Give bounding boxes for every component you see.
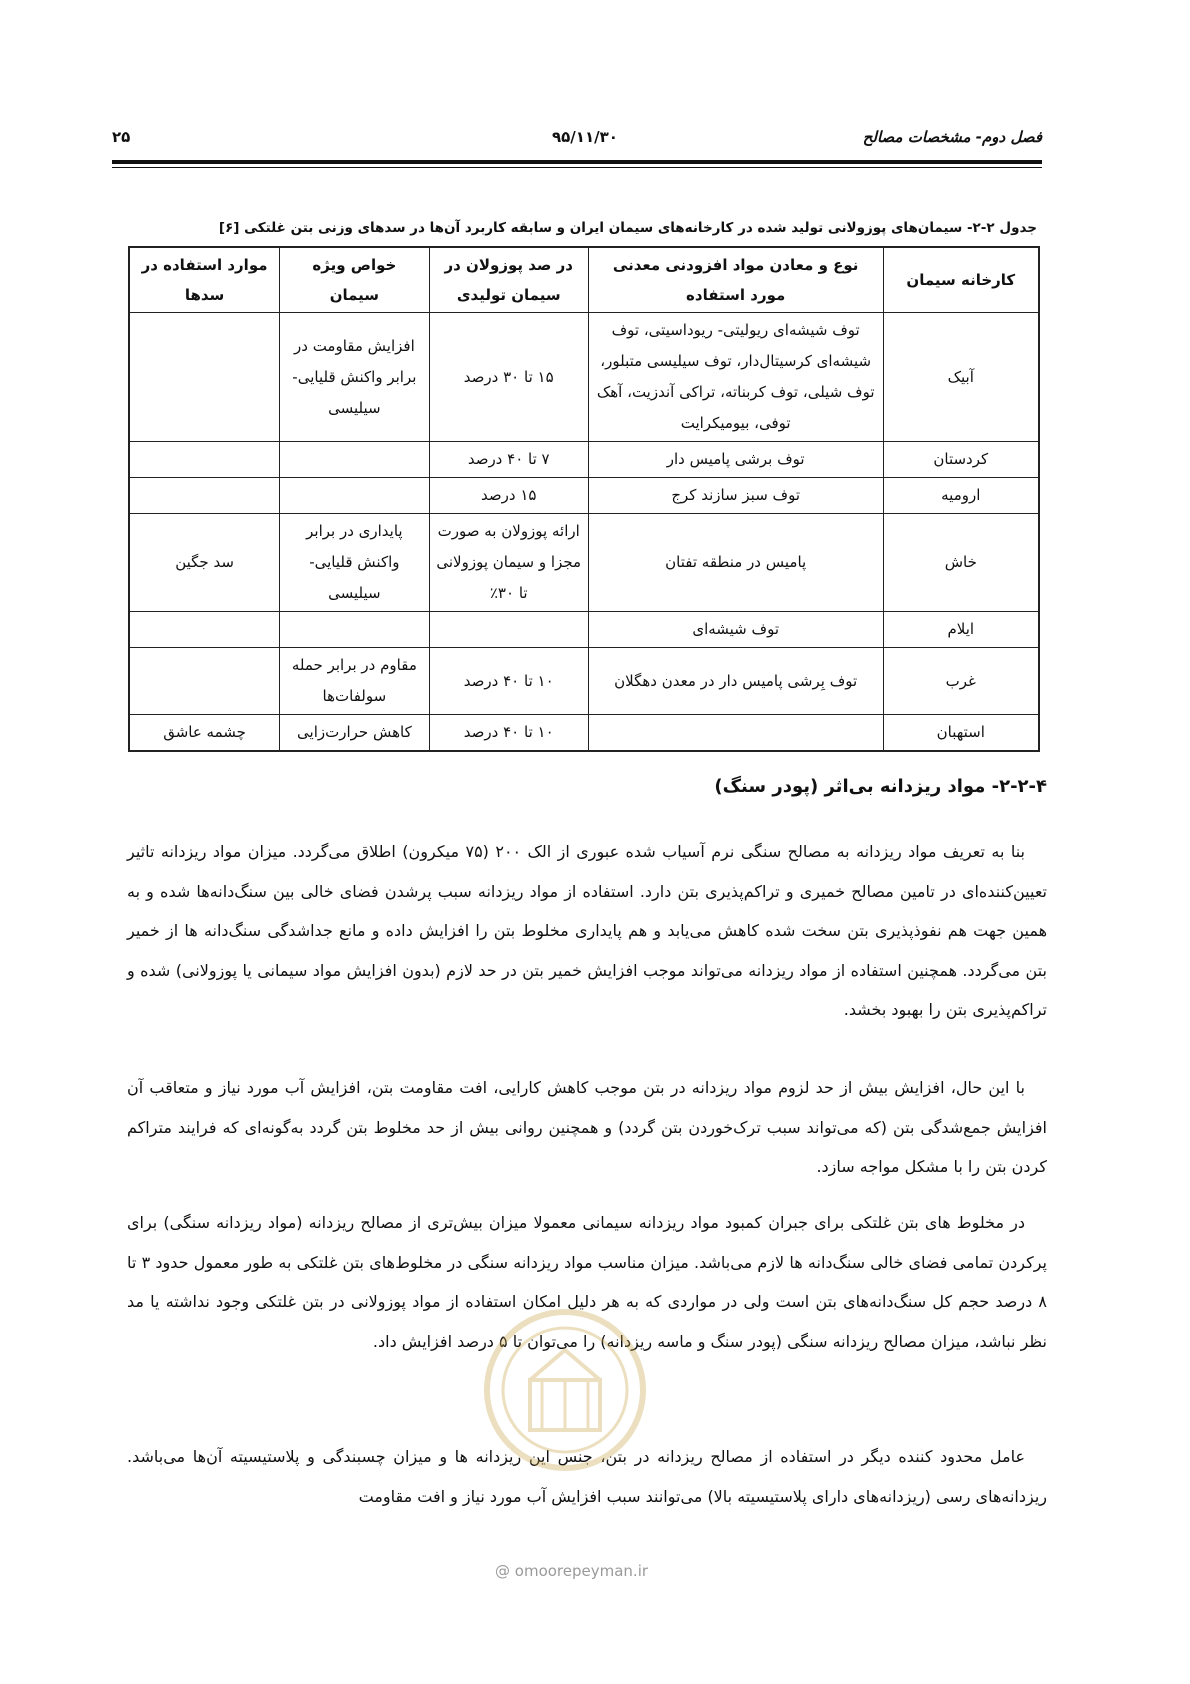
table-cell: ارائه پوزولان به صورت مجزا و سیمان پوزولانی تا ۳۰٪ [429, 514, 588, 612]
table-cell [129, 612, 280, 648]
table-cell: پامیس در منطقه تفتان [588, 514, 883, 612]
table-header-row [129, 247, 1039, 313]
table-cell [280, 612, 430, 648]
col-header: خواص ویژه سیمان [280, 247, 430, 313]
table-cell: توف سبز سازند کرج [588, 478, 883, 514]
table-cell [280, 442, 430, 478]
table-cell [429, 612, 588, 648]
footer-url: omoorepeyman.ir [514, 1562, 649, 1580]
table-cell: ایلام [883, 612, 1039, 648]
table-cell: چشمه عاشق [129, 715, 280, 752]
table-cell: توف بِرشی پامیس دار در معدن دهگلان [588, 648, 883, 715]
table-cell: آبیک [883, 313, 1039, 442]
table-cell: کردستان [883, 442, 1039, 478]
table-cell: ۱۵ درصد [429, 478, 588, 514]
col-header: کارخانه سیمان [883, 247, 1039, 313]
chapter-title: فصل دوم- مشخصات مصالح [862, 128, 1042, 146]
table-row [129, 648, 1039, 715]
col-header: موارد استفاده در سدها [129, 247, 280, 313]
table-row [129, 478, 1039, 514]
section-heading: ۲-۲-۴- مواد ریزدانه بی‌اثر (پودر سنگ) [714, 776, 1047, 797]
page-number: ۲۵ [112, 128, 131, 146]
body-paragraph: با این حال، افزایش بیش از حد لزوم مواد ریزدانه در بتن موجب کاهش کارایی، افت مقاومت بتن، افزایش آب مورد نیاز و متعاقب آن افزایش جمع‌شدگی بتن (که می‌تواند سبب ترک‌خوردن بتن گردد) و همچنین روانی بیش از حد مخلوط بتن گردد به‌گونه‌ای که فرایند متراکم کردن بتن را با مشکل مواجه سازد. [127, 1078, 1047, 1176]
cement-table [128, 246, 1040, 752]
table-caption: جدول ۲-۲- سیمان‌های پوزولانی تولید شده در کارخانه‌های سیمان ایران و سابقه کاربرد آن‌ها در سدهای وزنی بتن غلتکی [۶] [218, 220, 1037, 236]
table-cell [129, 648, 280, 715]
body-paragraph: عامل محدود کننده دیگر در استفاده از مصالح ریزدانه در بتن، جنس این ریزدانه ها و میزان چسبندگی و پلاستیسیته آن‌ها می‌باشد. ریزدانه‌های رسی (ریزدانه‌های دارای پلاستیسیته بالا) می‌توانند سبب افزایش آب مورد نیاز و افت مقاومت [127, 1447, 1047, 1506]
table-cell [129, 478, 280, 514]
table-row [129, 313, 1039, 442]
table-cell [129, 313, 280, 442]
table-cell: پایداری در برابر واکنش قلیایی- سیلیسی [280, 514, 430, 612]
header-rule-thick [112, 160, 1042, 164]
body-paragraph: در مخلوط های بتن غلتکی برای جبران کمبود مواد ریزدانه سیمانی معمولا میزان بیش‌تری از مصالح ریزدانه (مواد ریزدانه سنگی) برای پرکردن تمامی فضای خالی سنگ‌دانه ها لازم می‌باشد. میزان مناسب مواد ریزدانه سنگی در مخلوط‌های بتن غلتکی به طور معمول حدود ۳ تا ۸ درصد حجم کل سنگ‌دانه‌های بتن است ولی در مواردی که به هر دلیل امکان استفاده از مواد پوزولانی در بتن غلتکی وجود نداشته یا مد نظر نباشد، میزان مصالح ریزدانه سنگی (پودر سنگ و ماسه ریزدانه) را می‌توان تا ۵ درصد افزایش داد. [127, 1213, 1047, 1351]
col-header: نوع و معادن مواد افزودنی معدنی مورد استفاده [588, 247, 883, 313]
table-cell: سد جگین [129, 514, 280, 612]
table-cell [280, 478, 430, 514]
table-cell: غرب [883, 648, 1039, 715]
table-row [129, 442, 1039, 478]
table-cell: خاش [883, 514, 1039, 612]
watermark-seal-icon [480, 1270, 650, 1510]
table-cell: ۱۰ تا ۴۰ درصد [429, 715, 588, 752]
table-cell: ارومیه [883, 478, 1039, 514]
table-cell: توف شیشه‌ای [588, 612, 883, 648]
table-cell: کاهش حرارت‌زایی [280, 715, 430, 752]
body-paragraph: بنا به تعریف مواد ریزدانه به مصالح سنگی نرم آسیاب شده عبوری از الک ۲۰۰ (۷۵ میکرون) اطلاق می‌گردد. میزان مواد ریزدانه تاثیر تعیین‌کننده‌ای در تامین مصالح خمیری و تراکم‌پذیری بتن دارد. استفاده از مواد ریزدانه سبب پرشدن فضای خالی بین سنگ‌دانه‌ها شده و به همین جهت هم نفوذپذیری بتن سخت شده کاهش می‌یابد و هم پایداری مخلوط بتن را افزایش داده و مانع جداشدگی سنگ‌دانه ها از خمیر بتن می‌گردد. همچنین استفاده از مواد ریزدانه می‌تواند موجب افزایش خمیر بتن در حد لازم (بدون افزایش مواد سیمانی یا پوزولانی) شده و تراکم‌پذیری بتن را بهبود بخشد. [127, 842, 1047, 1019]
table-cell: توف شیشه‌ای ریولیتی- ریوداسیتی، توف شیشه‌ای کرسیتال‌دار، توف سیلیسی متبلور، توف شیلی، توف کربناته، تراکی آندزیت، آهک توفی، بیومیکرایت [588, 313, 883, 442]
table-cell: توف برشی پامیس دار [588, 442, 883, 478]
table-row [129, 612, 1039, 648]
table-cell: افزایش مقاومت در برابر واکنش قلیایی- سیلیسی [280, 313, 430, 442]
table-row [129, 715, 1039, 752]
table-row [129, 514, 1039, 612]
table-cell [588, 715, 883, 752]
header-date: ۹۵/۱۱/۳۰ [552, 128, 618, 146]
footer-website: @ omoorepeyman.ir [495, 1562, 649, 1580]
table-cell: ۷ تا ۴۰ درصد [429, 442, 588, 478]
header-rule-thin [112, 167, 1042, 168]
col-header: در صد پوزولان در سیمان تولیدی [429, 247, 588, 313]
table-cell: مقاوم در برابر حمله سولفات‌ها [280, 648, 430, 715]
table-cell: استهبان [883, 715, 1039, 752]
page-header [112, 128, 1042, 152]
table-cell: ۱۵ تا ۳۰ درصد [429, 313, 588, 442]
table-cell: ۱۰ تا ۴۰ درصد [429, 648, 588, 715]
table-cell [129, 442, 280, 478]
